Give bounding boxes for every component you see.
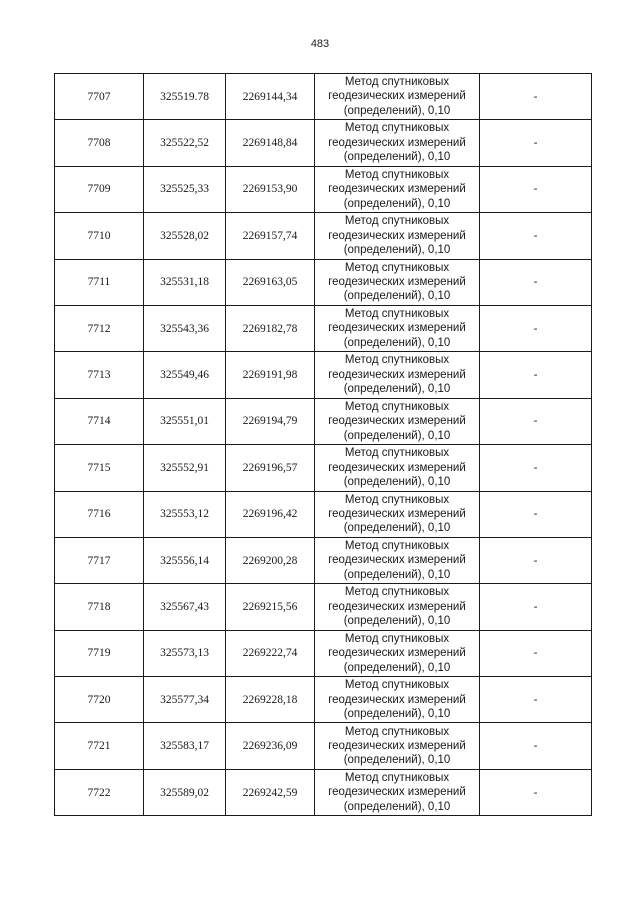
point-number-cell: 7716 xyxy=(55,491,144,537)
method-text-line: (определений), 0,10 xyxy=(343,104,451,117)
x-coordinate-cell: 325519.78 xyxy=(144,74,226,120)
method-accuracy-cell xyxy=(315,445,480,491)
method-text-line: (определений), 0,10 xyxy=(343,429,451,442)
method-text-line: (определений), 0,10 xyxy=(343,568,451,581)
point-number-cell: 7719 xyxy=(55,630,144,676)
method-text-line: (определений), 0,10 xyxy=(343,615,451,628)
x-coordinate-cell: 325573,13 xyxy=(144,630,226,676)
method-text-line: (определений), 0,10 xyxy=(343,244,451,257)
method-text-line: Метод спутниковых xyxy=(344,308,450,321)
method-text-line: Метод спутниковых xyxy=(344,771,450,784)
description-cell: - xyxy=(480,677,592,723)
method-text-line: геодезических измерений xyxy=(328,322,466,335)
method-text-line: Метод спутниковых xyxy=(344,400,450,413)
method-text-line: Метод спутниковых xyxy=(344,168,450,181)
table-row xyxy=(55,166,592,212)
page-number: 483 xyxy=(310,38,330,50)
method-text-line: (определений), 0,10 xyxy=(343,800,451,813)
method-text-line: геодезических измерений xyxy=(328,600,466,613)
method-accuracy-cell xyxy=(315,723,480,769)
x-coordinate-cell: 325528,02 xyxy=(144,213,226,259)
method-accuracy-cell xyxy=(315,166,480,212)
method-text-line: (определений), 0,10 xyxy=(343,383,451,396)
table-row xyxy=(55,74,592,120)
x-coordinate-cell: 325551,01 xyxy=(144,398,226,444)
method-text-line: геодезических измерений xyxy=(328,554,466,567)
y-coordinate-cell: 2269191,98 xyxy=(226,352,315,398)
table-row xyxy=(55,584,592,630)
method-text-line: геодезических измерений xyxy=(328,90,466,103)
method-text-line: (определений), 0,10 xyxy=(343,151,451,164)
method-accuracy-cell xyxy=(315,213,480,259)
point-number-cell: 7714 xyxy=(55,398,144,444)
method-text-line: геодезических измерений xyxy=(328,461,466,474)
method-text-line: геодезических измерений xyxy=(328,508,466,520)
coordinates-table xyxy=(54,73,592,816)
method-accuracy-cell xyxy=(315,630,480,676)
description-cell: - xyxy=(480,769,592,815)
point-number-cell: 7709 xyxy=(55,166,144,212)
description-cell: - xyxy=(480,166,592,212)
x-coordinate-cell: 325531,18 xyxy=(144,259,226,305)
y-coordinate-cell: 2269200,28 xyxy=(226,537,315,583)
description-cell: - xyxy=(480,584,592,630)
method-text-line: Метод спутниковых xyxy=(344,725,450,738)
point-number-cell: 7722 xyxy=(55,769,144,815)
description-cell: - xyxy=(480,537,592,583)
method-text-line: (определений), 0,10 xyxy=(343,476,451,489)
y-coordinate-cell: 2269196,42 xyxy=(226,491,315,537)
method-accuracy-cell xyxy=(315,74,480,120)
x-coordinate-cell: 325567,43 xyxy=(144,584,226,630)
description-cell: - xyxy=(480,74,592,120)
method-accuracy-cell xyxy=(315,491,480,537)
y-coordinate-cell: 2269196,57 xyxy=(226,445,315,491)
point-number-cell: 7707 xyxy=(55,74,144,120)
x-coordinate-cell: 325525,33 xyxy=(144,166,226,212)
method-text-line: Метод спутниковых xyxy=(344,632,450,645)
method-text-line: геодезических измерений xyxy=(328,183,466,196)
method-accuracy-cell xyxy=(315,305,480,351)
method-text-line: (определений), 0,10 xyxy=(343,754,451,767)
method-text-line: (определений), 0,10 xyxy=(343,336,451,349)
coordinates-table-body xyxy=(55,74,592,816)
method-text-line: геодезических измерений xyxy=(328,647,466,660)
description-cell: - xyxy=(480,259,592,305)
method-text-line: Метод спутниковых xyxy=(344,447,450,460)
y-coordinate-cell: 2269242,59 xyxy=(226,769,315,815)
x-coordinate-cell: 325577,34 xyxy=(144,677,226,723)
description-cell: - xyxy=(480,213,592,259)
method-text-line: Метод спутниковых xyxy=(344,261,450,274)
method-text-line: (определений), 0,10 xyxy=(343,661,451,674)
method-text-line: (определений), 0,10 xyxy=(343,290,451,303)
table-row xyxy=(55,537,592,583)
y-coordinate-cell: 2269194,79 xyxy=(226,398,315,444)
method-text-line: Метод спутниковых xyxy=(344,122,450,135)
y-coordinate-cell: 2269215,56 xyxy=(226,584,315,630)
point-number-cell: 7708 xyxy=(55,120,144,166)
x-coordinate-cell: 325556,14 xyxy=(144,537,226,583)
method-accuracy-cell xyxy=(315,584,480,630)
description-cell: - xyxy=(480,630,592,676)
y-coordinate-cell: 2269144,34 xyxy=(226,74,315,120)
method-accuracy-cell xyxy=(315,677,480,723)
table-row xyxy=(55,120,592,166)
method-text-line: геодезических измерений xyxy=(328,739,466,752)
method-text-line: геодезических измерений xyxy=(328,786,466,799)
method-text-line: геодезических измерений xyxy=(328,136,466,149)
description-cell: - xyxy=(480,445,592,491)
x-coordinate-cell: 325583,17 xyxy=(144,723,226,769)
method-text-line: (определений), 0,10 xyxy=(343,197,451,210)
point-number-cell: 7717 xyxy=(55,537,144,583)
point-number-cell: 7721 xyxy=(55,723,144,769)
table-row xyxy=(55,305,592,351)
point-number-cell: 7711 xyxy=(55,259,144,305)
method-accuracy-cell xyxy=(315,537,480,583)
table-row xyxy=(55,723,592,769)
method-text-line: геодезических измерений xyxy=(328,276,466,289)
point-number-cell: 7718 xyxy=(55,584,144,630)
method-text-line: Метод спутниковых xyxy=(344,76,450,89)
description-cell: - xyxy=(480,723,592,769)
table-row xyxy=(55,677,592,723)
method-text-line: Метод спутниковых xyxy=(344,586,450,599)
y-coordinate-cell: 2269236,09 xyxy=(226,723,315,769)
table-row xyxy=(55,259,592,305)
method-text-line: Метод спутниковых xyxy=(344,539,450,552)
method-text-line: геодезических измерений xyxy=(328,368,466,381)
x-coordinate-cell: 325553,12 xyxy=(144,491,226,537)
description-cell: - xyxy=(480,305,592,351)
table-row xyxy=(55,213,592,259)
table-row xyxy=(55,398,592,444)
method-accuracy-cell xyxy=(315,352,480,398)
method-text-line: геодезических измерений xyxy=(328,693,466,706)
table-row xyxy=(55,630,592,676)
y-coordinate-cell: 2269182,78 xyxy=(226,305,315,351)
table-row xyxy=(55,445,592,491)
method-accuracy-cell xyxy=(315,120,480,166)
y-coordinate-cell: 2269222,74 xyxy=(226,630,315,676)
method-text-line: Метод спутниковых xyxy=(344,679,450,692)
description-cell: - xyxy=(480,491,592,537)
y-coordinate-cell: 2269228,18 xyxy=(226,677,315,723)
method-text-line: (определений), 0,10 xyxy=(343,522,451,535)
point-number-cell: 7712 xyxy=(55,305,144,351)
method-accuracy-cell xyxy=(315,769,480,815)
method-text-line: геодезических измерений xyxy=(328,229,466,242)
method-text-line: геодезических измерений xyxy=(328,415,466,428)
y-coordinate-cell: 2269148,84 xyxy=(226,120,315,166)
method-text-line: Метод спутниковых xyxy=(344,215,450,228)
point-number-cell: 7710 xyxy=(55,213,144,259)
y-coordinate-cell: 2269157,74 xyxy=(226,213,315,259)
point-number-cell: 7713 xyxy=(55,352,144,398)
method-accuracy-cell xyxy=(315,398,480,444)
x-coordinate-cell: 325549,46 xyxy=(144,352,226,398)
x-coordinate-cell: 325543,36 xyxy=(144,305,226,351)
table-row xyxy=(55,352,592,398)
y-coordinate-cell: 2269153,90 xyxy=(226,166,315,212)
x-coordinate-cell: 325552,91 xyxy=(144,445,226,491)
table-row xyxy=(55,491,592,537)
table-row xyxy=(55,769,592,815)
point-number-cell: 7720 xyxy=(55,677,144,723)
x-coordinate-cell: 325589,02 xyxy=(144,769,226,815)
method-text-line: Метод спутниковых xyxy=(344,354,450,367)
method-text-line: (определений), 0,10 xyxy=(343,707,451,720)
x-coordinate-cell: 325522,52 xyxy=(144,120,226,166)
y-coordinate-cell: 2269163,05 xyxy=(226,259,315,305)
method-accuracy-cell xyxy=(315,259,480,305)
description-cell: - xyxy=(480,352,592,398)
description-cell: - xyxy=(480,398,592,444)
description-cell: - xyxy=(480,120,592,166)
method-text-line: Метод спутниковых xyxy=(344,493,450,506)
point-number-cell: 7715 xyxy=(55,445,144,491)
